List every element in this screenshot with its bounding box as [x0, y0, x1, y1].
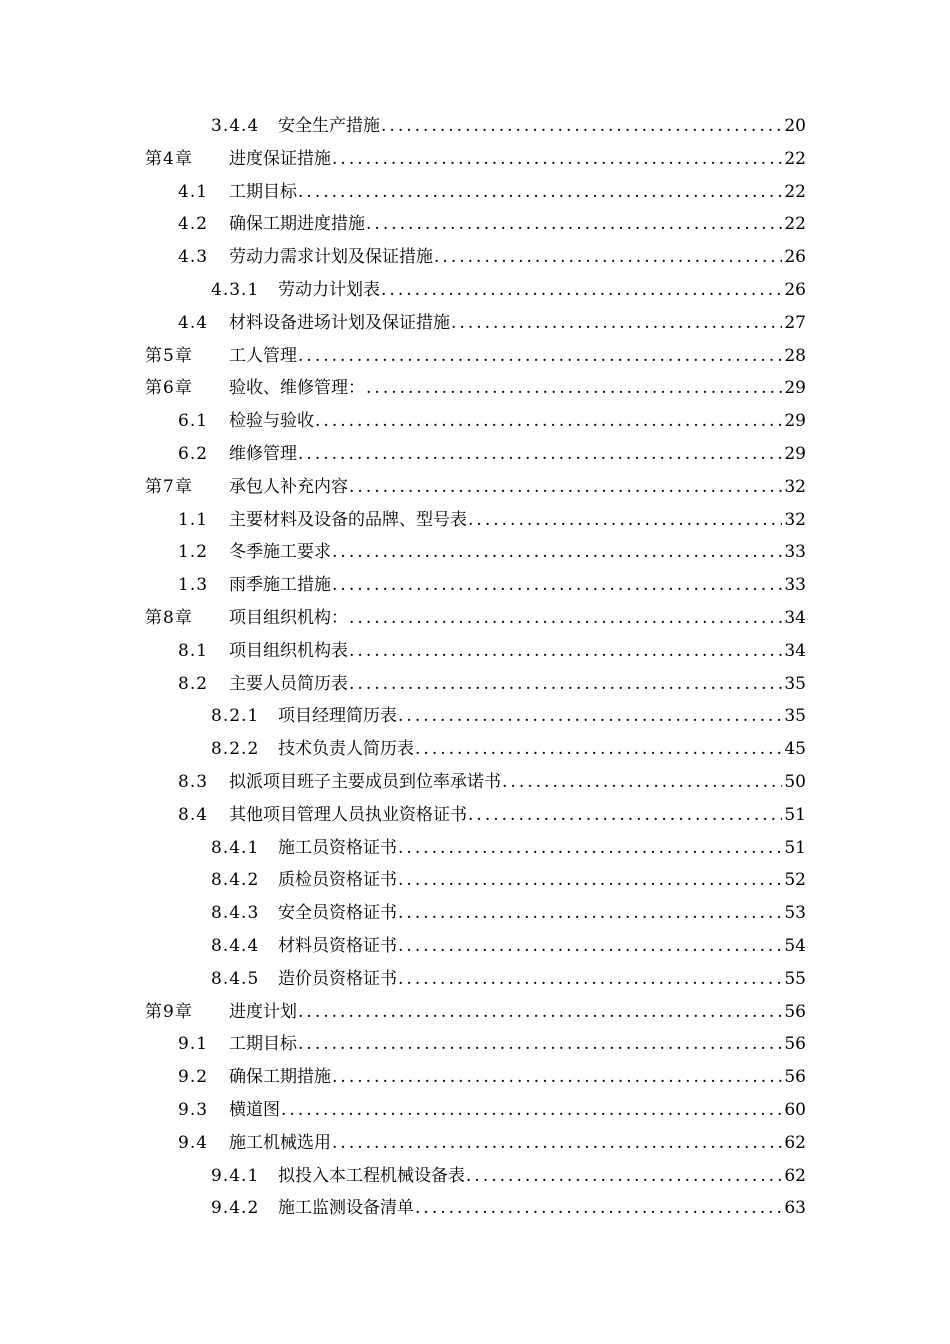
- toc-entry[interactable]: [0, 1127, 950, 1160]
- toc-dot-leader: [398, 963, 782, 996]
- toc-entry[interactable]: [0, 799, 950, 832]
- toc-entry[interactable]: [0, 569, 950, 602]
- toc-entry-title: 造价员资格证书: [278, 968, 397, 989]
- toc-entry[interactable]: [0, 274, 950, 307]
- toc-entry-page-number: 63: [784, 1198, 806, 1219]
- toc-entry-number: 9.2: [178, 1067, 209, 1088]
- toc-entry[interactable]: [0, 340, 950, 373]
- toc-entry-title: 维修管理: [229, 443, 297, 464]
- toc-entry-page-number: 29: [784, 378, 806, 399]
- toc-entry-page-number: 55: [784, 968, 806, 989]
- toc-dot-leader: [434, 241, 782, 274]
- toc-entry-number: 1.2: [178, 542, 209, 563]
- toc-entry-page-number: 27: [784, 312, 806, 333]
- toc-entry-number: 4.2: [178, 214, 209, 235]
- toc-entry-page-number: 51: [784, 837, 806, 858]
- toc-dot-leader: [381, 110, 782, 143]
- toc-entry[interactable]: [0, 864, 950, 897]
- toc-entry-title: 检验与验收: [229, 411, 314, 432]
- toc-dot-leader: [451, 307, 782, 340]
- toc-entry-number: 1.3: [178, 575, 209, 596]
- toc-entry-page-number: 26: [784, 279, 806, 300]
- toc-entry-title: 工期目标: [229, 181, 297, 202]
- toc-entry-page-number: 33: [784, 575, 806, 596]
- toc-entry-page-number: 62: [784, 1165, 806, 1186]
- toc-entry-number: 6.2: [178, 443, 209, 464]
- toc-entry[interactable]: [0, 668, 950, 701]
- toc-entry-title: 其他项目管理人员执业资格证书: [229, 804, 467, 825]
- toc-entry-title: 承包人补充内容: [229, 476, 348, 497]
- toc-entry-title: 进度计划: [229, 1001, 297, 1022]
- toc-entry[interactable]: [0, 963, 950, 996]
- toc-entry-page-number: 32: [784, 476, 806, 497]
- toc-entry-page-number: 50: [784, 771, 806, 792]
- toc-entry-page-number: 56: [784, 1067, 806, 1088]
- toc-entry-page-number: 29: [784, 443, 806, 464]
- toc-entry[interactable]: [0, 110, 950, 143]
- toc-entry[interactable]: [0, 1061, 950, 1094]
- toc-entry[interactable]: [0, 996, 950, 1029]
- toc-dot-leader: [332, 536, 782, 569]
- toc-entry[interactable]: [0, 1160, 950, 1193]
- toc-entry-number: 8.1: [178, 640, 209, 661]
- toc-entry-title: 主要材料及设备的品牌、型号表: [229, 509, 467, 530]
- toc-dot-leader: [502, 766, 782, 799]
- table-of-contents: [0, 110, 950, 1225]
- toc-dot-leader: [366, 372, 782, 405]
- toc-entry-number: 8.4.5: [211, 968, 260, 989]
- toc-entry-number: 3.4.4: [211, 116, 260, 136]
- toc-entry-number: 8.4.1: [211, 837, 260, 858]
- toc-entry-title: 项目组织机构表: [229, 640, 348, 661]
- toc-entry-title: 拟投入本工程机械设备表: [278, 1165, 465, 1186]
- toc-entry-page-number: 45: [784, 739, 806, 760]
- toc-dot-leader: [298, 996, 782, 1029]
- toc-entry-number: 9.4: [178, 1132, 209, 1153]
- toc-dot-leader: [298, 438, 782, 471]
- toc-entry[interactable]: [0, 602, 950, 635]
- toc-dot-leader: [349, 668, 782, 701]
- toc-entry-number: 8.2.1: [211, 706, 260, 727]
- toc-entry-page-number: 60: [784, 1099, 806, 1120]
- toc-dot-leader: [315, 405, 782, 438]
- toc-entry-title: 横道图: [229, 1099, 280, 1120]
- toc-dot-leader: [366, 208, 782, 241]
- toc-entry-number: 8.3: [178, 771, 209, 792]
- toc-entry-title: 确保工期措施: [229, 1067, 331, 1088]
- toc-entry[interactable]: [0, 700, 950, 733]
- toc-dot-leader: [298, 176, 782, 209]
- toc-entry-number: 9.1: [178, 1034, 209, 1055]
- toc-entry-number: 第9章: [145, 1001, 193, 1022]
- toc-entry-number: 8.4.3: [211, 903, 260, 924]
- toc-entry-page-number: 34: [784, 640, 806, 661]
- toc-entry-page-number: 26: [784, 247, 806, 268]
- toc-dot-leader: [415, 733, 782, 766]
- toc-entry-page-number: 52: [784, 870, 806, 891]
- toc-entry-title: 技术负责人简历表: [278, 739, 414, 760]
- toc-entry[interactable]: [0, 832, 950, 865]
- toc-entry-title: 劳动力计划表: [278, 279, 380, 300]
- toc-entry[interactable]: [0, 471, 950, 504]
- toc-entry-title: 进度保证措施: [229, 148, 331, 169]
- toc-entry-title: 冬季施工要求: [229, 542, 331, 563]
- toc-dot-leader: [298, 340, 782, 373]
- toc-entry-title: 安全员资格证书: [278, 903, 397, 924]
- toc-entry-number: 4.4: [178, 312, 209, 333]
- toc-dot-leader: [398, 832, 782, 865]
- toc-entry-page-number: 20: [784, 116, 806, 136]
- toc-entry-number: 第5章: [145, 345, 193, 366]
- toc-entry-number: 8.4.2: [211, 870, 260, 891]
- toc-entry-number: 9.4.2: [211, 1198, 260, 1219]
- toc-entry[interactable]: [0, 504, 950, 537]
- toc-entry-page-number: 33: [784, 542, 806, 563]
- toc-dot-leader: [468, 504, 782, 537]
- toc-entry[interactable]: [0, 307, 950, 340]
- toc-dot-leader: [332, 1127, 782, 1160]
- toc-entry[interactable]: [0, 733, 950, 766]
- toc-entry-number: 4.1: [178, 181, 209, 202]
- toc-entry-number: 9.3: [178, 1099, 209, 1120]
- toc-entry-title: 施工员资格证书: [278, 837, 397, 858]
- toc-entry[interactable]: [0, 438, 950, 471]
- toc-dot-leader: [398, 897, 782, 930]
- toc-entry-number: 4.3: [178, 247, 209, 268]
- toc-dot-leader: [349, 602, 782, 635]
- toc-dot-leader: [415, 1192, 782, 1225]
- toc-entry-number: 8.2: [178, 673, 209, 694]
- toc-entry[interactable]: [0, 635, 950, 668]
- toc-entry-page-number: 29: [784, 411, 806, 432]
- toc-entry-page-number: 51: [784, 804, 806, 825]
- toc-entry-title: 材料员资格证书: [278, 935, 397, 956]
- toc-entry[interactable]: [0, 536, 950, 569]
- toc-dot-leader: [468, 799, 782, 832]
- toc-dot-leader: [398, 700, 782, 733]
- toc-entry-number: 4.3.1: [211, 279, 260, 300]
- toc-entry[interactable]: [0, 930, 950, 963]
- toc-entry-title: 施工监测设备清单: [278, 1198, 414, 1219]
- toc-entry[interactable]: [0, 241, 950, 274]
- toc-entry[interactable]: [0, 372, 950, 405]
- toc-entry-title: 确保工期进度措施: [229, 214, 365, 235]
- toc-entry-page-number: 53: [784, 903, 806, 924]
- toc-dot-leader: [381, 274, 782, 307]
- toc-entry-number: 8.4: [178, 804, 209, 825]
- toc-entry-title: 工人管理: [229, 345, 297, 366]
- toc-entry-page-number: 35: [784, 673, 806, 694]
- toc-entry-page-number: 22: [784, 181, 806, 202]
- toc-entry-number: 6.1: [178, 411, 209, 432]
- toc-dot-leader: [332, 569, 782, 602]
- toc-entry-page-number: 56: [784, 1001, 806, 1022]
- toc-entry-page-number: 22: [784, 148, 806, 169]
- toc-entry-title: 质检员资格证书: [278, 870, 397, 891]
- toc-entry[interactable]: [0, 405, 950, 438]
- toc-entry[interactable]: [0, 1028, 950, 1061]
- toc-dot-leader: [298, 1028, 782, 1061]
- toc-dot-leader: [349, 471, 782, 504]
- toc-entry-title: 项目经理简历表: [278, 706, 397, 727]
- toc-dot-leader: [398, 930, 782, 963]
- toc-entry-title: 工期目标: [229, 1034, 297, 1055]
- toc-dot-leader: [332, 1061, 782, 1094]
- toc-entry-title: 雨季施工措施: [229, 575, 331, 596]
- toc-entry-page-number: 35: [784, 706, 806, 727]
- toc-dot-leader: [466, 1160, 782, 1193]
- toc-entry-title: 拟派项目班子主要成员到位率承诺书: [229, 771, 501, 792]
- toc-entry-page-number: 56: [784, 1034, 806, 1055]
- toc-entry-title: 主要人员简历表: [229, 673, 348, 694]
- toc-entry[interactable]: [0, 1192, 950, 1225]
- toc-entry-page-number: 32: [784, 509, 806, 530]
- toc-entry[interactable]: [0, 208, 950, 241]
- toc-dot-leader: [281, 1094, 782, 1127]
- toc-entry-title: 施工机械选用: [229, 1132, 331, 1153]
- toc-entry-title: 材料设备进场计划及保证措施: [229, 312, 450, 333]
- toc-entry[interactable]: [0, 1094, 950, 1127]
- toc-entry-page-number: 34: [784, 607, 806, 628]
- toc-entry[interactable]: [0, 176, 950, 209]
- toc-entry-page-number: 22: [784, 214, 806, 235]
- toc-entry-number: 9.4.1: [211, 1165, 260, 1186]
- toc-entry-page-number: 62: [784, 1132, 806, 1153]
- toc-entry-title: 项目组织机构：: [229, 607, 348, 628]
- toc-entry-number: 第8章: [145, 607, 193, 628]
- toc-entry-page-number: 28: [784, 345, 806, 366]
- toc-dot-leader: [332, 143, 782, 176]
- toc-entry-number: 第4章: [145, 148, 193, 169]
- toc-entry[interactable]: [0, 143, 950, 176]
- toc-entry-number: 8.4.4: [211, 935, 260, 956]
- toc-entry-number: 第6章: [145, 378, 193, 399]
- toc-entry-number: 第7章: [145, 476, 193, 497]
- toc-entry-number: 8.2.2: [211, 739, 260, 760]
- toc-entry-title: 验收、维修管理：: [229, 378, 365, 399]
- toc-entry[interactable]: [0, 766, 950, 799]
- toc-dot-leader: [349, 635, 782, 668]
- toc-entry-number: 1.1: [178, 509, 209, 530]
- toc-entry-page-number: 54: [784, 935, 806, 956]
- toc-entry-title: 安全生产措施: [278, 116, 380, 136]
- toc-entry-title: 劳动力需求计划及保证措施: [229, 247, 433, 268]
- toc-entry[interactable]: [0, 897, 950, 930]
- toc-dot-leader: [398, 864, 782, 897]
